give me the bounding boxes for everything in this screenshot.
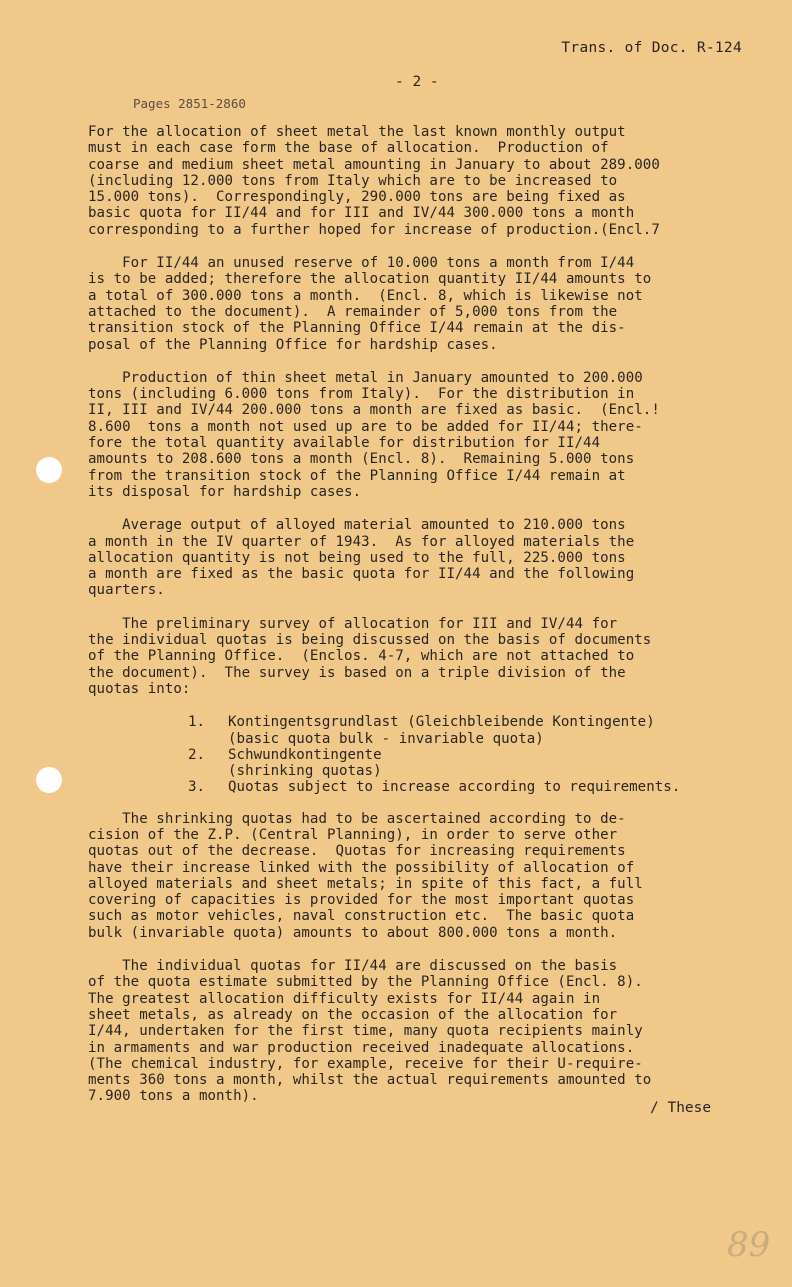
text-line: of the Planning Office. (Enclos. 4-7, which are not attached to [88, 648, 635, 665]
paragraph [88, 124, 758, 238]
list-number: 2. [188, 746, 206, 763]
document-body [88, 124, 758, 1122]
text-line: 8.600 tons a month not used up are to be added for II/44; there- [88, 418, 643, 435]
list-number: 1. [188, 714, 206, 731]
text-line: (basic quota bulk - invariable quota) [228, 730, 544, 747]
text-line: a month are fixed as the basic quota for II/44 and the following [88, 566, 635, 583]
text-line: in armaments and war production received inadequate allocations. [88, 1039, 635, 1056]
text-line: (including 12.000 tons from Italy which are to be increased to [88, 172, 618, 189]
handwritten-page-tally: 89 [727, 1225, 771, 1265]
text-line: of the quota estimate submitted by the Planning Office (Encl. 8). [88, 974, 643, 991]
text-line: amounts to 208.600 tons a month (Encl. 8). Remaining 5.000 tons [88, 451, 635, 468]
text-line: Quotas subject to increase according to requirements. [228, 779, 681, 796]
list-item [188, 747, 758, 780]
text-line: allocation quantity is not being used to the full, 225.000 tons [88, 549, 626, 566]
text-line: Kontingentsgrundlast (Gleichbleibende Kontingente) [228, 714, 655, 731]
paragraph [88, 958, 758, 1105]
text-line: The individual quotas for II/44 are discussed on the basis [88, 958, 618, 975]
list-item [188, 714, 758, 747]
text-line: basic quota for II/44 and for III and IV/44 300.000 tons a month [88, 205, 635, 222]
text-line: its disposal for hardship cases. [88, 483, 362, 500]
text-line: For the allocation of sheet metal the last known monthly output [88, 124, 626, 140]
text-line: posal of the Planning Office for hardship cases. [88, 336, 498, 353]
list-number: 3. [188, 779, 206, 796]
text-line: from the transition stock of the Planning Office I/44 remain at [88, 467, 626, 484]
text-line: quotas out of the decrease. Quotas for increasing requirements [88, 843, 626, 860]
text-line: 15.000 tons). Correspondingly, 290.000 tons are being fixed as [88, 189, 626, 206]
text-line: 7.900 tons a month). [88, 1088, 259, 1105]
text-line: have their increase linked with the possibility of allocation of [88, 859, 635, 876]
text-line: must in each case form the base of allocation. Production of [88, 140, 609, 157]
page-number: - 2 - [395, 74, 439, 90]
text-line: The greatest allocation difficulty exists for II/44 again in [88, 990, 601, 1007]
text-line: transition stock of the Planning Office I/44 remain at the dis- [88, 320, 626, 337]
paragraph [88, 370, 758, 500]
text-line: covering of capacities is provided for the most important quotas [88, 892, 635, 909]
punch-hole [36, 767, 62, 793]
text-line: The preliminary survey of allocation for III and IV/44 for [88, 615, 618, 632]
text-line: For II/44 an unused reserve of 10.000 tons a month from I/44 [88, 255, 635, 272]
text-line: a month in the IV quarter of 1943. As for alloyed materials the [88, 533, 635, 550]
paragraph-group [88, 124, 758, 697]
text-line: (The chemical industry, for example, receive for their U-require- [88, 1055, 643, 1072]
text-line: Production of thin sheet metal in January amounted to 200.000 [88, 369, 643, 386]
document-reference: Trans. of Doc. R-124 [561, 40, 742, 56]
text-line: Schwundkontingente [228, 746, 382, 763]
text-line: such as motor vehicles, naval construction etc. The basic quota [88, 908, 635, 925]
paragraph-group [88, 811, 758, 1105]
text-line: fore the total quantity available for distribution for II/44 [88, 435, 601, 452]
text-line: the document). The survey is based on a triple division of the [88, 664, 626, 681]
text-line: Average output of alloyed material amounted to 210.000 tons [88, 517, 626, 534]
pages-note: Pages 2851-2860 [133, 96, 246, 111]
text-line: ments 360 tons a month, whilst the actual requirements amounted to [88, 1072, 652, 1089]
text-line: I/44, undertaken for the first time, many quota recipients mainly [88, 1023, 643, 1040]
paragraph [88, 255, 758, 353]
text-line: quotas into: [88, 680, 191, 697]
text-line: sheet metals, as already on the occasion of the allocation for [88, 1006, 618, 1023]
text-line: a total of 300.000 tons a month. (Encl. 8, which is likewise not [88, 287, 643, 304]
text-line: is to be added; therefore the allocation quantity II/44 amounts to [88, 271, 652, 288]
text-line: coarse and medium sheet metal amounting in January to about 289.000 [88, 156, 660, 173]
text-line: the individual quotas is being discussed on the basis of documents [88, 632, 652, 649]
paragraph [88, 616, 758, 697]
text-line: quarters. [88, 582, 165, 599]
punch-hole [36, 457, 62, 483]
list-item [188, 779, 758, 795]
paragraph [88, 517, 758, 598]
text-line: alloyed materials and sheet metals; in spite of this fact, a full [88, 875, 643, 892]
continuation-note: / These [650, 1100, 712, 1116]
text-line: The shrinking quotas had to be ascertained according to de- [88, 810, 626, 827]
quota-division-list [188, 714, 758, 795]
text-line: tons (including 6.000 tons from Italy). For the distribution in [88, 386, 635, 403]
text-line: cision of the Z.P. (Central Planning), in order to serve other [88, 826, 618, 843]
paragraph [88, 811, 758, 941]
text-line: attached to the document). A remainder of 5,000 tons from the [88, 303, 618, 320]
text-line: (shrinking quotas) [228, 763, 382, 780]
text-line: II, III and IV/44 200.000 tons a month are fixed as basic. (Encl.! [88, 402, 660, 419]
text-line: corresponding to a further hoped for increase of production.(Encl.7 [88, 221, 660, 238]
text-line: bulk (invariable quota) amounts to about 800.000 tons a month. [88, 924, 618, 941]
